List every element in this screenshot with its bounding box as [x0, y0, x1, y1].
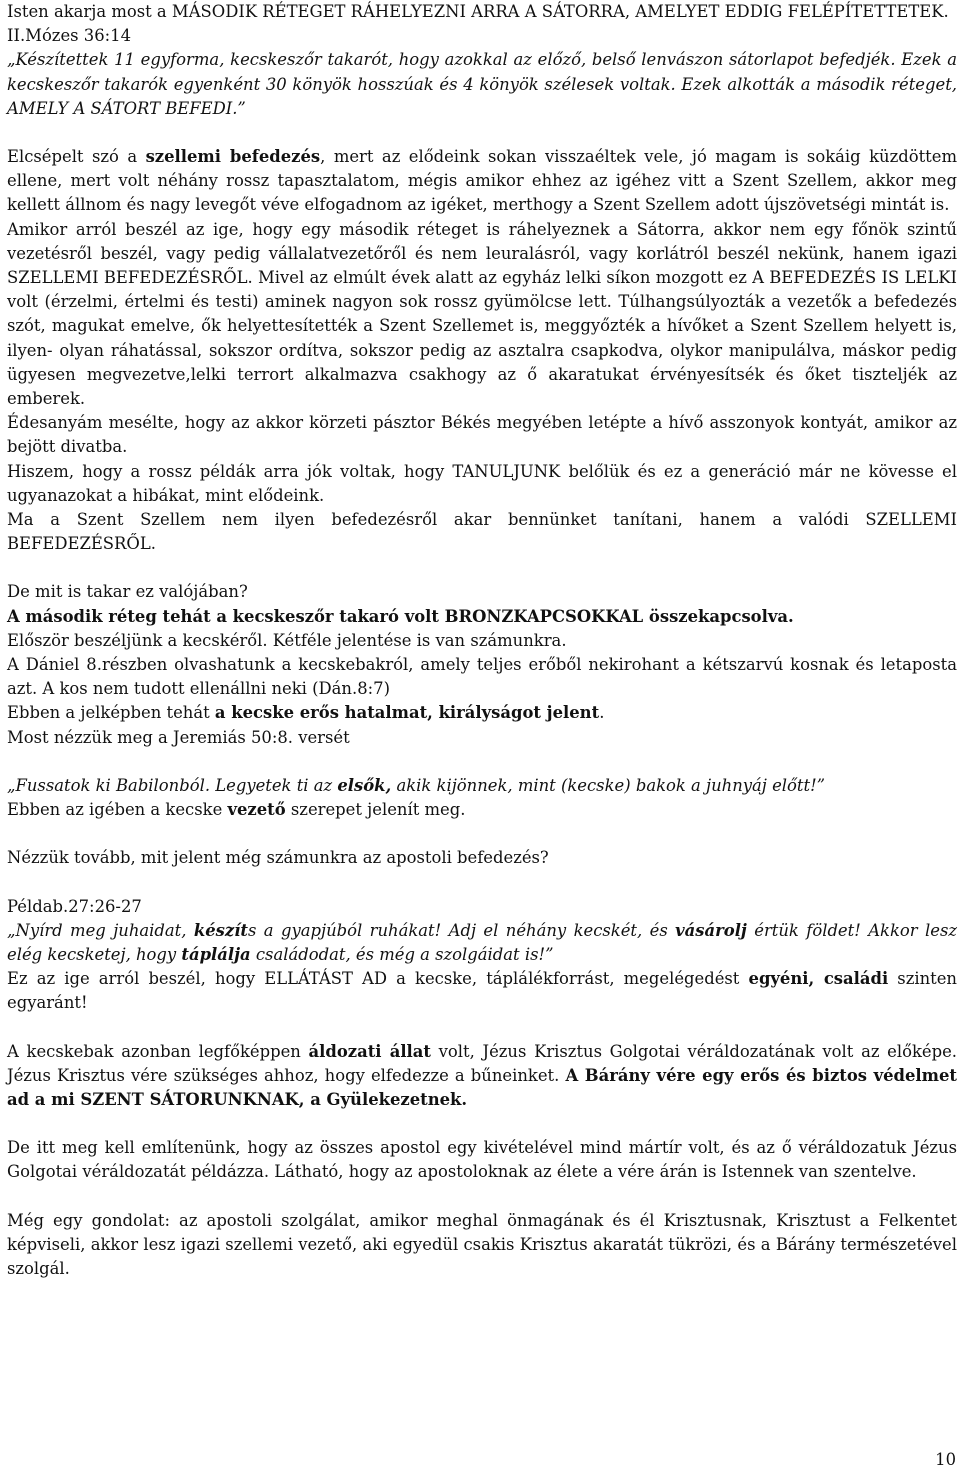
spacer [7, 750, 957, 774]
spacer [7, 1016, 957, 1040]
spacer [7, 822, 957, 846]
paragraph-8: Még egy gondolat: az apostoli szolgálat, amikor meghal önmagának és él Krisztusnak, Krisztust a Felkentet képviseli, akkor lesz igazi szellemi vezető, aki egyedül csakis Krisztus akaratát tükrözi, és a Bárány természetével szolgál. [7, 1210, 957, 1278]
question-line: De mit is takar ez valójában? [7, 582, 248, 602]
paragraph-6: A kecskebak azonban legfőképpen áldozati állat volt, Jézus Krisztus Golgotai véráldozatának volt az előképe. Jézus Krisztus vére szükséges ahhoz, hogy elfedezze a bűneinket. A Bárány vére egy erős és biztos védelmet ad a mi SZENT SÁTORUNKNAK, a Gyülekezetnek. [7, 1041, 958, 1109]
spacer [7, 1185, 957, 1209]
scripture-quote: „Nyírd meg juhaidat, készíts a gyapjúból ruhákat! Adj el néhány kecskét, és vásárolj értük földet! Akkor lesz elég kecsketej, hogy táplálja családodat, és még a szolgáidat is!” [7, 920, 957, 964]
question-line: Nézzük tovább, mit jelent még számunkra az apostoli befedezés? [7, 848, 549, 868]
text-line: Ez az ige arról beszél, hogy ELLÁTÁST AD a kecske, táplálékforrást, megelégedést egyéni, családi szinten egyaránt! [7, 969, 957, 1013]
text-line: Először beszéljünk a kecskéről. Kétféle jelentése is van számunkra. [7, 630, 567, 650]
page-number: 10 [935, 1450, 956, 1469]
text-line: A Dániel 8.részben olvashatunk a kecskebakról, amely teljes erőből nekirohant a kétszarvú kosnak és letaposta azt. A kos nem tudott ellenállni neki (Dán.8:7) [7, 655, 957, 699]
paragraph-4: Hiszem, hogy a rossz példák arra jók voltak, hogy TANULJUNK belőlük és ez a generáció már ne kövesse el ugyanazokat a hibákat, mint elődeink. [7, 461, 957, 505]
emphasis: egyéni, családi [748, 969, 889, 989]
bold-statement: A második réteg tehát a kecskeszőr takaró volt BRONZKAPCSOKKAL összekapcsolva. [7, 606, 794, 626]
spacer [7, 121, 957, 145]
spacer [7, 556, 957, 580]
paragraph-2: Amikor arról beszél az ige, hogy egy második réteget is ráhelyeznek a Sátorra, akkor nem egy főnök szintű vezetésről beszél, vagy pedig vállalatvezetőről és nem leuralásról, vagy korlátról beszél nekünk, hanem igazi SZELLEMI BEFEDEZÉSRŐL. Mivel az elmúlt évek alatt az egyház lelki síkon mozgott ez A BEFEDEZÉS IS LELKI volt (érzelmi, értelmi és testi) aminek nagyon sok rossz gyümölcse lett. Túlhangsúlyozták a vezetők a befedezés szót, magukat emelve, ők helyettesítették a Szent Szellemet is, meggyőzték a hívőket a Szent Szellem helyett is, ilyen- olyan ráhatással, sokszor ordítva, sokszor pedig az asztalra csapkodva, olykor manipulálva, máskor pedig ügyesen megvezetve,lelki terrort alkalmazva csakhogy az ő akaratukat érvényesítsék és őket tiszteljék az emberek. [7, 219, 957, 409]
emphasis: szellemi befedezés [145, 147, 321, 167]
paragraph-1: Elcsépelt szó a szellemi befedezés, mert az elődeink sokan visszaéltek vele, jó magam is sokáig küzdöttem ellene, mert volt néhány rossz tapasztalatom, mégis amikor ehhez az igéhez vitt a Szent Szellem, akkor meg kellett állnom és nagy levegőt véve elfogadnom az igéket, merthogy a Szent Szellem adott újszövetségi mintát is. [7, 147, 958, 215]
emphasis: elsők, [337, 775, 392, 795]
text-line: Ebben a jelképben tehát a kecske erős hatalmat, királyságot jelent. [7, 703, 605, 723]
spacer [7, 871, 957, 895]
emphasis: a kecske erős hatalmat, királyságot jelent [214, 703, 600, 723]
text-line: Most nézzük meg a Jeremiás 50:8. versét [7, 727, 350, 747]
emphasis: vezető [227, 800, 286, 820]
scripture-quote: „Fussatok ki Babilonból. Legyetek ti az elsők, akik kijönnek, mint (kecske) bakok a juhnyáj előtt!” [7, 775, 826, 795]
scripture-reference: II.Mózes 36:14 [7, 26, 132, 46]
text-line: Ebben az igében a kecske vezető szerepet jelenít meg. [7, 800, 466, 820]
scripture-quote: „Készítettek 11 egyforma, kecskeszőr takarót, hogy azokkal az előző, belső lenvászon sátorlapot befedjék. Ezek a kecskeszőr takarók egyenként 30 könyök hosszúak és 4 könyök szélesek voltak. Ezek alkották a második réteget, AMELY A SÁTORT BEFEDI.” [7, 50, 957, 118]
heading-line: Isten akarja most a MÁSODIK RÉTEGET RÁHELYEZNI ARRA A SÁTORRA, AMELYET EDDIG FELÉPÍTETTETEK. [7, 2, 949, 21]
scripture-reference: Példab.27:26-27 [7, 896, 142, 916]
document-page [7, 0, 957, 1281]
paragraph-3: Édesanyám mesélte, hogy az akkor körzeti pásztor Békés megyében letépte a hívő asszonyok kontyát, amikor az bejött divatba. [7, 413, 957, 457]
spacer [7, 1112, 957, 1136]
paragraph-7: De itt meg kell említenünk, hogy az összes apostol egy kivételével mind mártír volt, és az ő véráldozatuk Jézus Golgotai véráldozatát példázza. Látható, hogy az apostoloknak az élete a vére árán is Istennek van szentelve. [7, 1138, 957, 1182]
paragraph-5: Ma a Szent Szellem nem ilyen befedezésről akar bennünket tanítani, hanem a valódi SZELLEMI BEFEDEZÉSRŐL. [7, 510, 957, 554]
